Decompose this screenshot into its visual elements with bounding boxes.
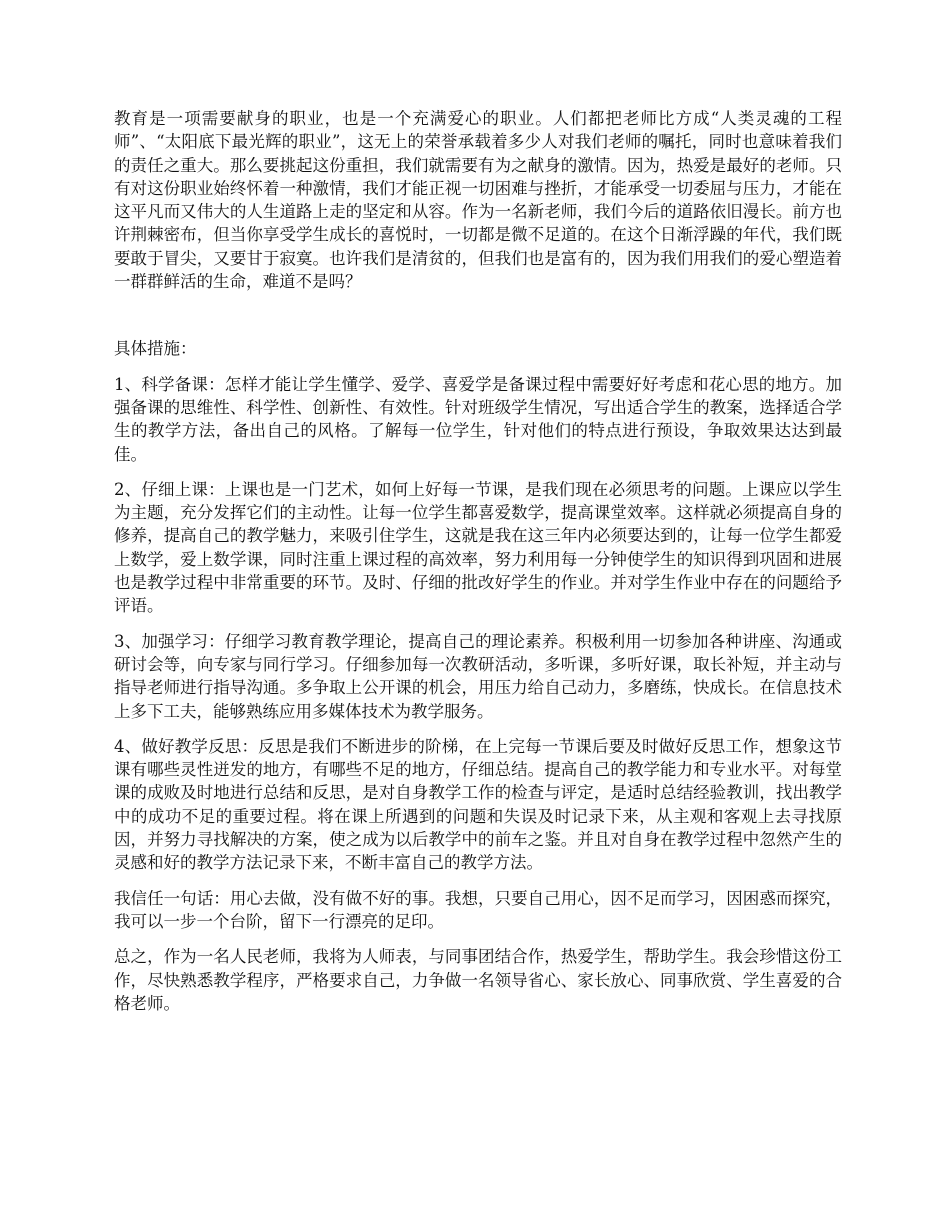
measures-heading: 具体措施： (114, 339, 197, 359)
intro-paragraph: 教育是一项需要献身的职业，也是一个充满爱心的职业。人们都把老师比方成“人类灵魂的工程师”、“太阳底下最光辉的职业”，这无上的荣誉承载着多少人对我们老师的嘱托，同时也意味着我们的责任之重大。那么要挑起这份重担，我们就需要有为之献身的激情。因为，热爱是最好的老师。只有对这份职业始终怀着一种激情，我们才能正视一切困难与挫折，才能承受一切委屈与压力，才能在这平凡而又伟大的人生道路上走的坚定和从容。作为一名新老师，我们今后的道路依旧漫长。前方也许荆棘密布，但当你享受学生成长的喜悦时，一切都是微不足道的。在这个日渐浮躁的年代，我们既要敢于冒尖，又要甘于寂寞。也许我们是清贫的，但我们也是富有的，因为我们用我们的爱心塑造着一群群鲜活的生命，难道不是吗？ (114, 109, 842, 292)
measure-paragraph-2: 2、仔细上课：上课也是一门艺术，如何上好每一节课，是我们现在必须思考的问题。上课应以学生为主题，充分发挥它们的主动性。让每一位学生都喜爱数学，提高课堂效率。这样就必须提高自身的修养，提高自己的教学魅力，来吸引住学生，这就是我在这三年内必须要达到的，让每一位学生都爱上数学，爱上数学课，同时注重上课过程的高效率，努力利用每一分钟使学生的知识得到巩固和进展也是教学过程中非常重要的环节。及时、仔细的批改好学生的作业。并对学生作业中存在的问题给予评语。 (114, 479, 842, 616)
document-page (114, 107, 842, 1027)
measure-paragraph-4: 4、做好教学反思：反思是我们不断进步的阶梯，在上完每一节课后要及时做好反思工作，想象这节课有哪些灵性迸发的地方，有哪些不足的地方，仔细总结。提高自己的教学能力和专业水平。对每堂课的成败及时地进行总结和反思，是对自身教学工作的检查与评定，是适时总结经验教训，找出教学中的成功不足的重要过程。将在课上所遇到的问题和失误及时记录下来，从主观和客观上去寻找原因，并努力寻找解决的方案，使之成为以后教学中的前车之鉴。并且对自身在教学过程中忽然产生的灵感和好的教学方法记录下来，不断丰富自己的教学方法。 (114, 736, 842, 873)
belief-paragraph: 我信任一句话：用心去做，没有做不好的事。我想，只要自己用心，因不足而学习，因困惑而探究，我可以一步一个台阶，留下一行漂亮的足印。 (114, 888, 842, 931)
measure-paragraph-1: 1、科学备课：怎样才能让学生懂学、爱学、喜爱学是备课过程中需要好好考虑和花心思的地方。加强备课的思维性、科学性、创新性、有效性。针对班级学生情况，写出适合学生的教案，选择适合学生的教学方法，备出自己的风格。了解每一位学生，针对他们的特点进行预设，争取效果达达到最佳。 (114, 374, 842, 464)
conclusion-paragraph: 总之，作为一名人民老师，我将为人师表，与同事团结合作，热爱学生，帮助学生。我会珍惜这份工作，尽快熟悉教学程序，严格要求自己，力争做一名领导省心、家长放心、同事欣赏、学生喜爱的合格老师。 (114, 947, 842, 1013)
measure-paragraph-3: 3、加强学习：仔细学习教育教学理论，提高自己的理论素养。积极利用一切参加各种讲座、沟通或研讨会等，向专家与同行学习。仔细参加每一次教研活动，多听课，多听好课，取长补短，并主动与指导老师进行指导沟通。多争取上公开课的机会，用压力给自己动力，多磨练，快成长。在信息技术上多下工夫，能够熟练应用多媒体技术为教学服务。 (114, 631, 842, 721)
